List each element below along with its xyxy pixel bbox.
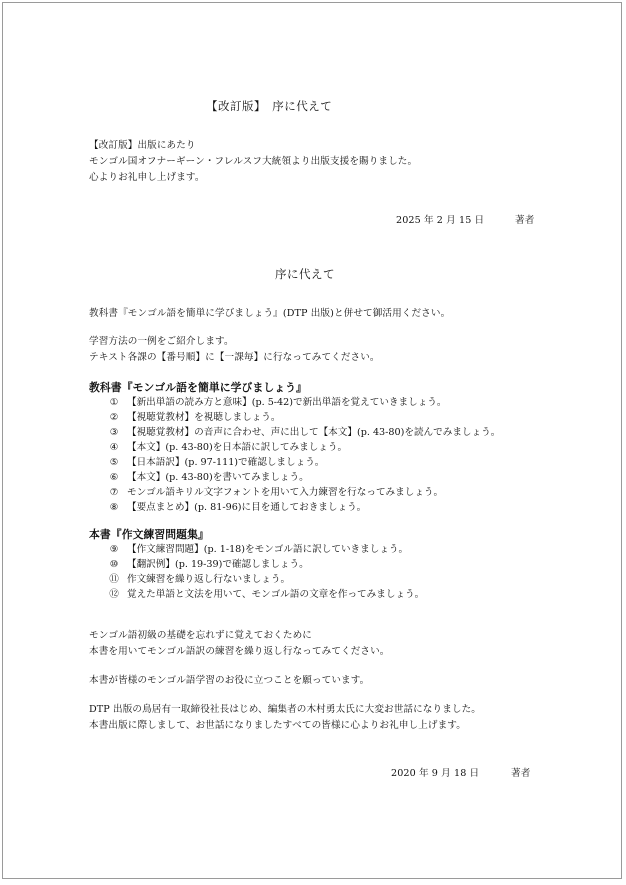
thanks-line-2: 本書出版に際しまして、お世話になりましたすべての皆様に心よりお礼申し上げます。 [89, 720, 466, 731]
list-item: ⑫ 覚えた単語と文法を用いて、モンゴル語の文章を作ってみましょう。 [109, 589, 425, 600]
closing-line-1: モンゴル語初級の基礎を忘れずに覚えておくために [89, 630, 312, 641]
closing-line-3: 本書が皆様のモンゴル語学習のお役に立つことを願っています。 [89, 675, 370, 686]
revised-date: 2025 年 2 月 15 日 [396, 215, 485, 226]
list-item: ⑩ 【翻訳例】(p. 19-39)で確認しましょう。 [109, 559, 309, 570]
list-item: ⑥ 【本文】(p. 43-80)を書いてみましょう。 [109, 472, 309, 483]
revised-line-3: 心よりお礼申し上げます。 [89, 172, 205, 183]
original-author: 著者 [511, 768, 531, 779]
list-item: ③ 【視聴覚教材】の音声に合わせ、声に出して【本文】(p. 43-80)を読んでみましょう。 [109, 427, 501, 438]
revised-line-2: モンゴル国オフナーギーン・フレルスフ大統領より出版支援を賜りました。 [89, 156, 418, 167]
list-item: ② 【視聴覚教材】を視聴しましょう。 [109, 412, 281, 423]
list-item: ⑦ モンゴル語キリル文字フォントを用いて入力練習を行なってみましょう。 [109, 487, 444, 498]
list-item: ⑧ 【要点まとめ】(p. 81-96)に目を通しておきましょう。 [109, 502, 367, 513]
section2-heading: 本書『作文練習問題集』 [89, 528, 209, 541]
list-item: ⑪ 作文練習を繰り返し行ないましょう。 [109, 574, 291, 585]
closing-line-2: 本書を用いてモンゴル語訳の練習を繰り返し行なってみてください。 [89, 646, 390, 657]
list-item: ① 【新出単語の読み方と意味】(p. 5-42)で新出単語を覚えていきましょう。 [109, 397, 447, 408]
list-item: ⑤ 【日本語訳】(p. 97-111)で確認しましょう。 [109, 457, 325, 468]
document-page [2, 2, 622, 879]
revised-line-1: 【改訂版】出版にあたり [89, 140, 196, 151]
intro-line: 教科書『モンゴル語を簡単に学びましょう』(DTP 出版)と併せて御活用ください。 [89, 308, 451, 319]
list-item: ④ 【本文】(p. 43-80)を日本語に訳してみましょう。 [109, 442, 348, 453]
preface-title: 序に代えて [275, 267, 335, 281]
list-item: ⑨ 【作文練習問題】(p. 1-18)をモンゴル語に訳していきましょう。 [109, 544, 409, 555]
thanks-line-1: DTP 出版の鳥居有一取締役社長はじめ、編集者の木村勇太氏に大変お世話になりました。 [89, 704, 481, 715]
method-line-1: 学習方法の一例をご紹介します。 [89, 336, 234, 347]
revised-title: 【改訂版】 序に代えて [206, 99, 333, 113]
section1-heading: 教科書『モンゴル語を簡単に学びましょう』 [89, 381, 307, 394]
revised-author: 著者 [515, 215, 535, 226]
method-line-2: テキスト各課の【番号順】に【一課毎】に行なってみてください。 [89, 352, 380, 363]
original-date: 2020 年 9 月 18 日 [391, 768, 480, 779]
